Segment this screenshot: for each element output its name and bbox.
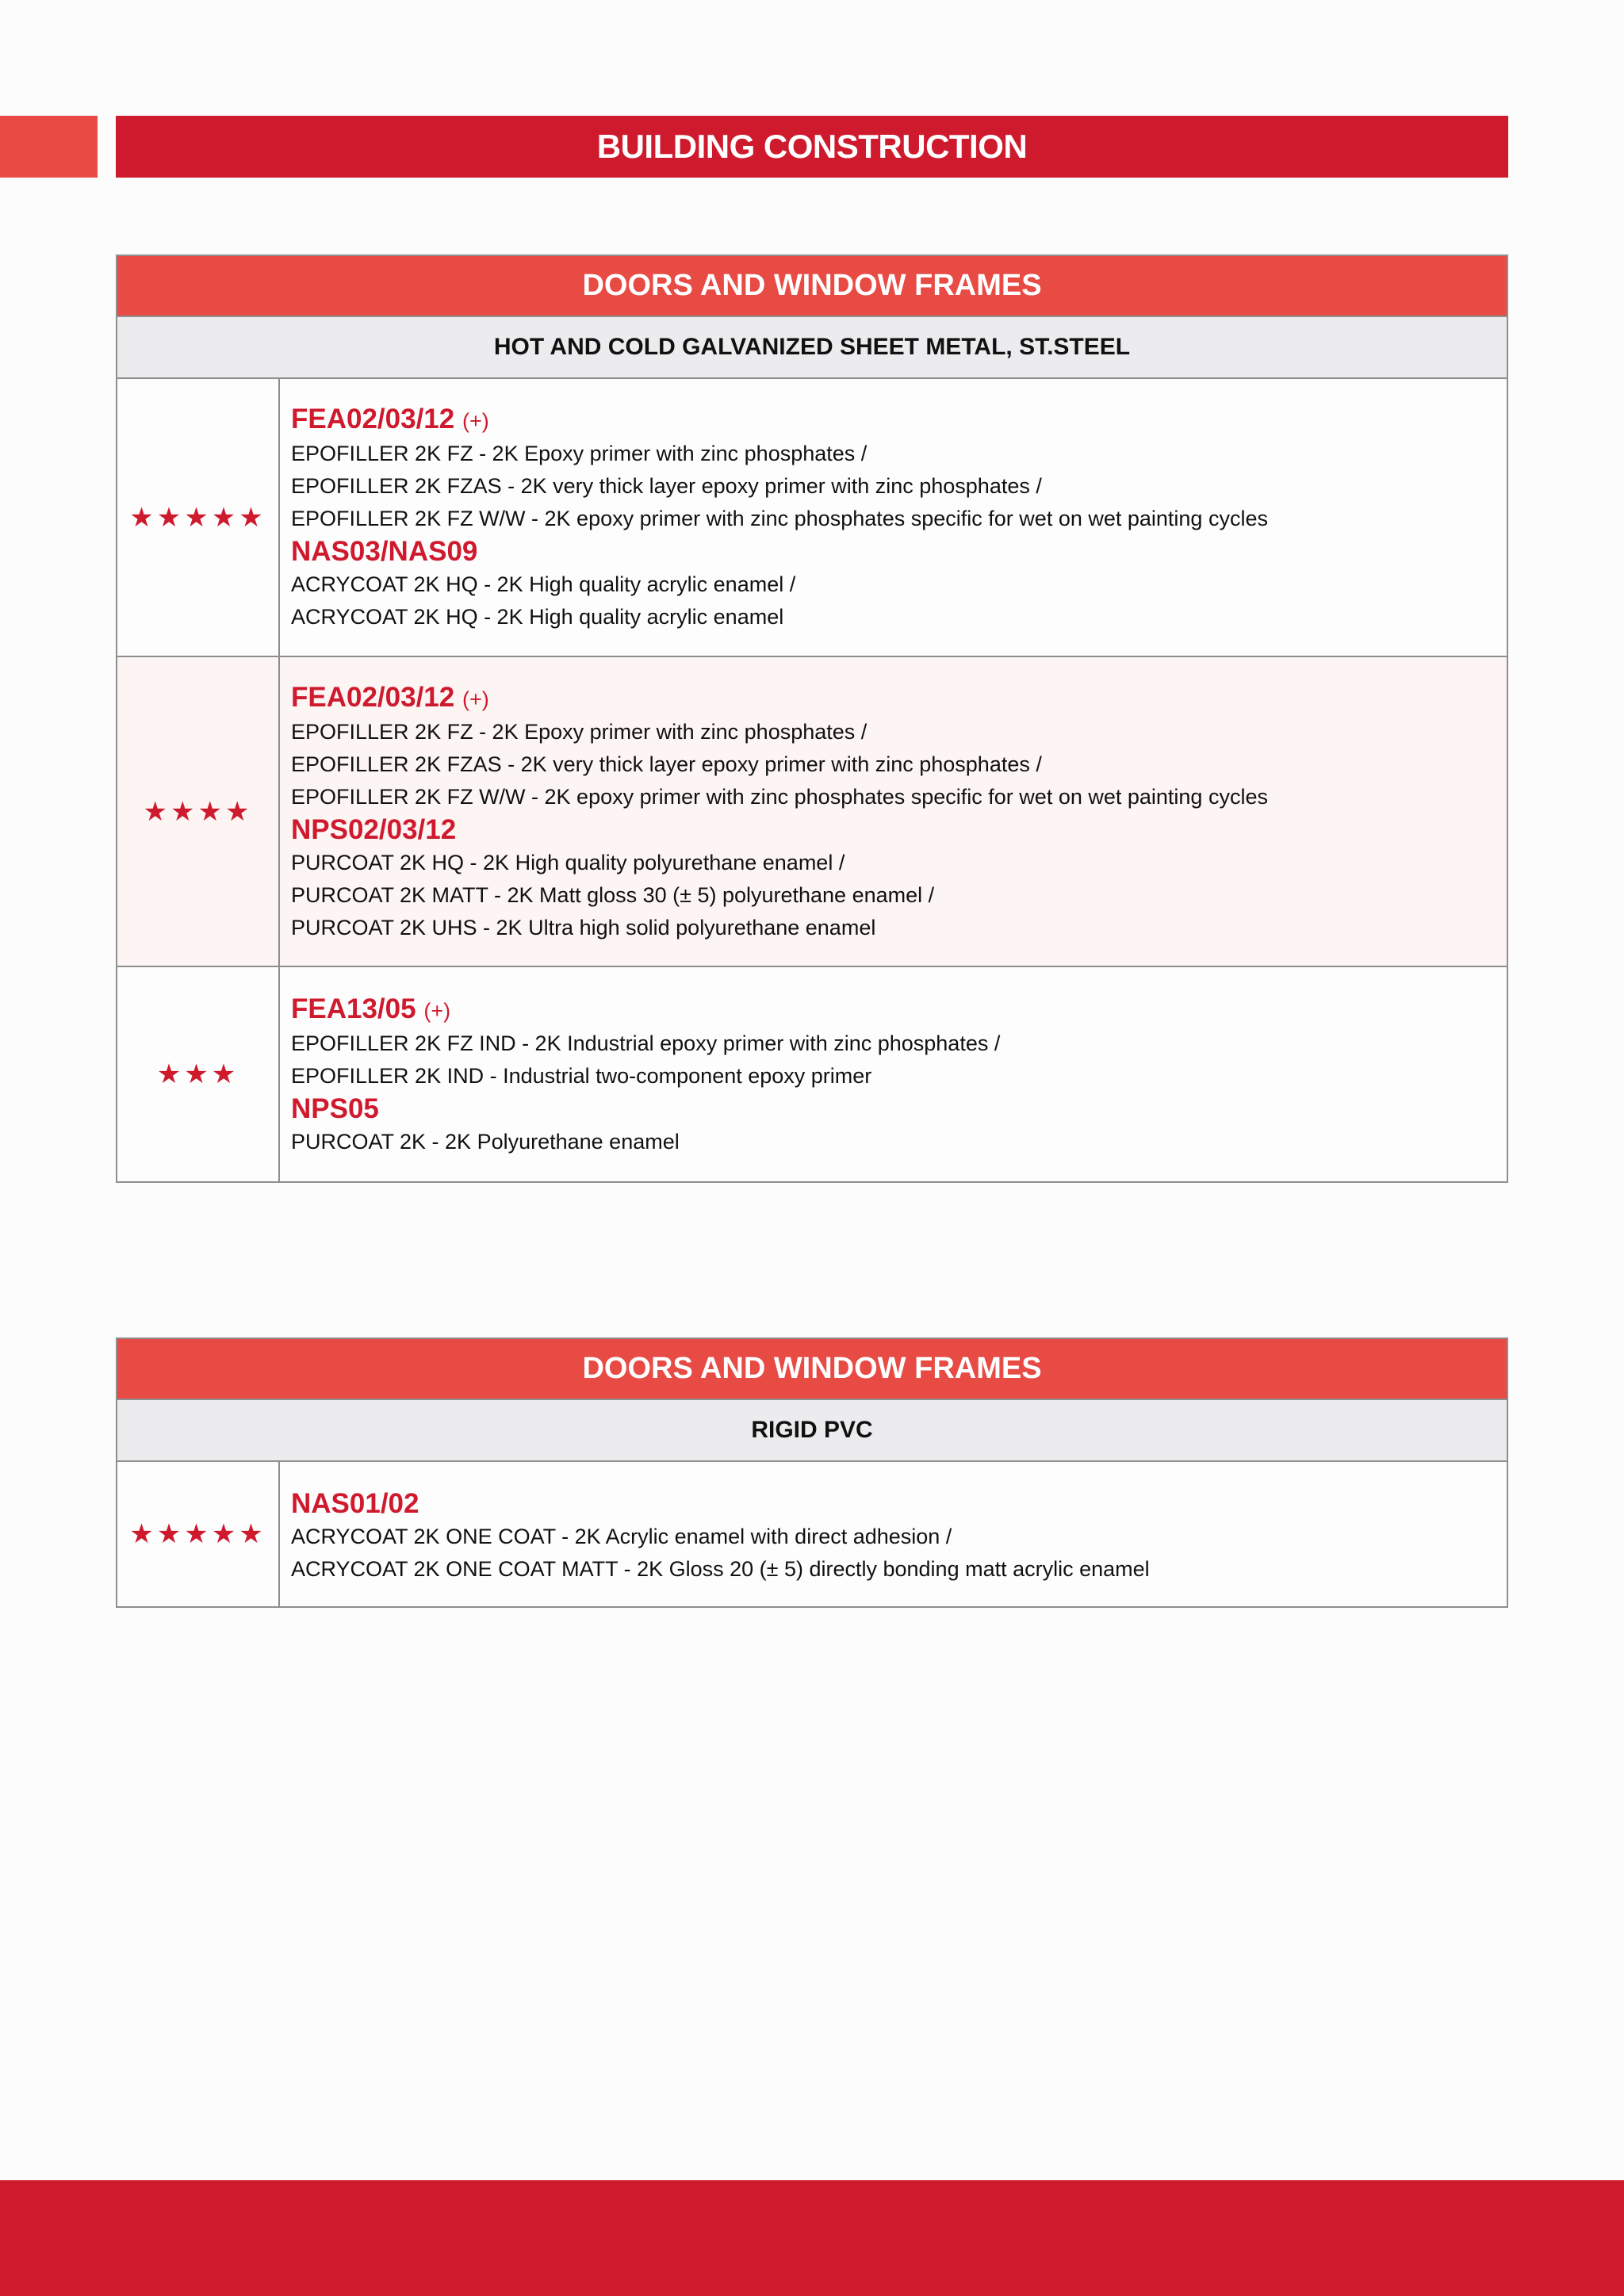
product-code: FEA02/03/12 (+)	[291, 682, 489, 713]
panel-title: DOORS AND WINDOW FRAMES	[117, 256, 1507, 317]
product-desc: ACRYCOAT 2K HQ - 2K High quality acrylic enamel /	[291, 572, 796, 596]
table-row	[117, 379, 1507, 657]
plus-marker: (+)	[423, 999, 451, 1023]
plus-marker: (+)	[462, 687, 489, 711]
product-desc: EPOFILLER 2K FZAS - 2K very thick layer epoxy primer with zinc phosphates /	[291, 752, 1042, 776]
page-title: BUILDING CONSTRUCTION	[596, 128, 1028, 165]
product-desc: PURCOAT 2K MATT - 2K Matt gloss 30 (± 5) polyurethane enamel /	[291, 883, 935, 907]
product-code: NAS01/02	[291, 1488, 419, 1519]
product-code: NPS02/03/12	[291, 814, 457, 845]
product-cell	[280, 1462, 1507, 1606]
product-code: NPS05	[291, 1093, 379, 1124]
product-desc: PURCOAT 2K HQ - 2K High quality polyurethane enamel /	[291, 851, 845, 874]
product-desc: PURCOAT 2K - 2K Polyurethane enamel	[291, 1130, 680, 1154]
product-desc: ACRYCOAT 2K ONE COAT MATT - 2K Gloss 20 (± 5) directly bonding matt acrylic enamel	[291, 1557, 1150, 1581]
star-rating: ★★★★★	[117, 379, 280, 656]
panel-title: DOORS AND WINDOW FRAMES	[117, 1339, 1507, 1400]
panel-subtitle: RIGID PVC	[117, 1400, 1507, 1462]
panel-galvanized-steel	[116, 254, 1508, 1183]
table-row	[117, 967, 1507, 1181]
product-code: FEA02/03/12 (+)	[291, 404, 489, 434]
product-desc: EPOFILLER 2K FZ IND - 2K Industrial epoxy primer with zinc phosphates /	[291, 1031, 1001, 1055]
product-desc: EPOFILLER 2K FZ W/W - 2K epoxy primer with zinc phosphates specific for wet on wet painting cycles	[291, 785, 1268, 809]
product-desc: EPOFILLER 2K FZAS - 2K very thick layer epoxy primer with zinc phosphates /	[291, 474, 1042, 498]
table-row	[117, 1462, 1507, 1606]
product-desc: EPOFILLER 2K FZ W/W - 2K epoxy primer with zinc phosphates specific for wet on wet painting cycles	[291, 507, 1268, 530]
table-row	[117, 657, 1507, 967]
product-desc: ACRYCOAT 2K HQ - 2K High quality acrylic enamel	[291, 605, 784, 629]
product-desc: PURCOAT 2K UHS - 2K Ultra high solid polyurethane enamel	[291, 916, 876, 939]
product-code: FEA13/05 (+)	[291, 993, 451, 1024]
product-desc: EPOFILLER 2K IND - Industrial two-component epoxy primer	[291, 1064, 872, 1088]
product-cell	[280, 967, 1507, 1181]
product-code: NAS03/NAS09	[291, 536, 478, 567]
left-accent-block	[0, 116, 98, 178]
footer-bar	[0, 2180, 1624, 2296]
star-rating: ★★★★★	[117, 1462, 280, 1606]
panel-rigid-pvc	[116, 1337, 1508, 1608]
product-desc: EPOFILLER 2K FZ - 2K Epoxy primer with zinc phosphates /	[291, 442, 868, 465]
product-desc: ACRYCOAT 2K ONE COAT - 2K Acrylic enamel with direct adhesion /	[291, 1525, 952, 1548]
plus-marker: (+)	[462, 409, 489, 433]
product-desc: EPOFILLER 2K FZ - 2K Epoxy primer with zinc phosphates /	[291, 720, 868, 744]
star-rating: ★★★★	[117, 657, 280, 966]
page-header	[116, 116, 1508, 178]
panel-subtitle: HOT AND COLD GALVANIZED SHEET METAL, ST.STEEL	[117, 317, 1507, 379]
product-cell	[280, 657, 1507, 966]
product-cell	[280, 379, 1507, 656]
star-rating: ★★★	[117, 967, 280, 1181]
